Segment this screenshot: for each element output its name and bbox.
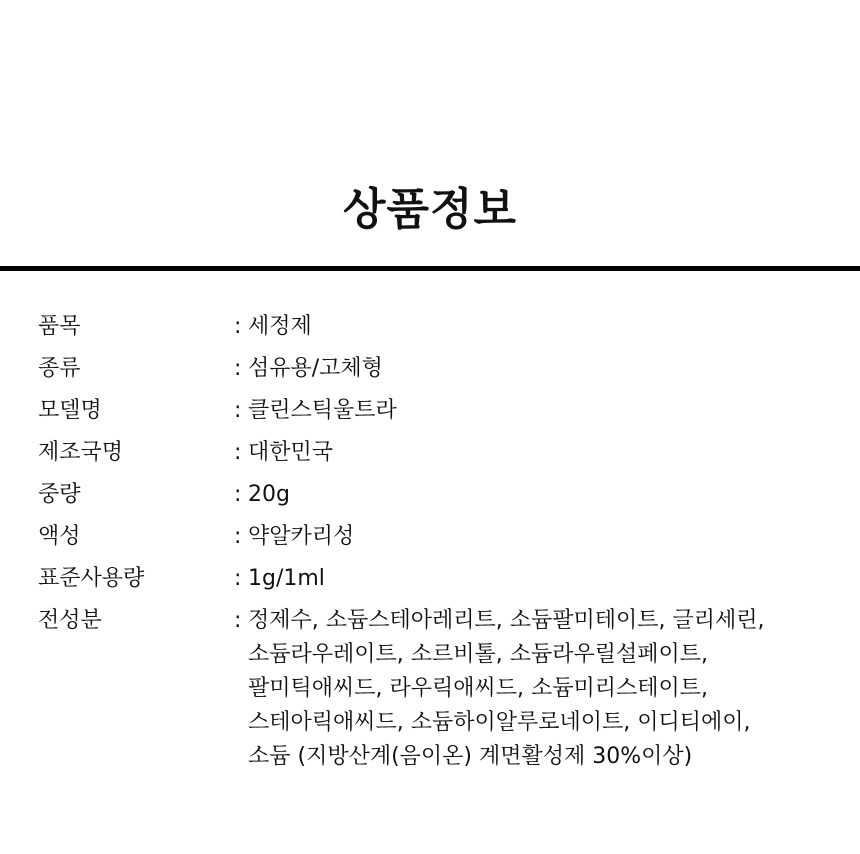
- spec-label: 전성분: [38, 608, 102, 633]
- spec-label: 표준사용량: [38, 566, 145, 591]
- product-spec-list: [38, 310, 838, 782]
- spec-separator: :: [234, 482, 242, 507]
- spec-separator: :: [234, 608, 242, 633]
- spec-label: 제조국명: [38, 440, 124, 465]
- spec-separator: :: [234, 524, 242, 549]
- spec-row-weight: [38, 478, 838, 512]
- spec-value: 클린스틱울트라: [248, 398, 397, 423]
- spec-separator: :: [234, 566, 242, 591]
- spec-label: 품목: [38, 314, 81, 339]
- spec-label: 종류: [38, 356, 81, 381]
- spec-separator: :: [234, 398, 242, 423]
- spec-value: 섬유용/고체형: [248, 356, 383, 381]
- spec-value: 20g: [248, 482, 290, 507]
- spec-row-ingredients: [38, 604, 838, 774]
- spec-row-usage: [38, 562, 838, 596]
- spec-value: 1g/1ml: [248, 566, 325, 591]
- spec-row-ph: [38, 520, 838, 554]
- spec-label: 모델명: [38, 398, 102, 423]
- spec-value: 대한민국: [248, 440, 334, 465]
- title-divider: [0, 266, 860, 271]
- spec-separator: :: [234, 314, 242, 339]
- page-title: 상품정보: [342, 184, 517, 235]
- spec-row-item: [38, 310, 838, 344]
- spec-separator: :: [234, 440, 242, 465]
- spec-value: 약알카리성: [248, 524, 355, 549]
- spec-row-country: [38, 436, 838, 470]
- spec-label: 액성: [38, 524, 81, 549]
- spec-row-type: [38, 352, 838, 386]
- spec-label: 중량: [38, 482, 81, 507]
- spec-value: 정제수, 소듐스테아레리트, 소듐팔미테이트, 글리세린, 소듐라우레이트, 소르비톨, 소듐라우릴설페이트, 팔미틱애씨드, 라우릭애씨드, 소듐미리스테이트, 스테아릭애씨드, 소듐하이알루로네이트, 이디티에이, 소듐 (지방산계(음이온) 계면활성제 30%이상): [248, 608, 765, 769]
- spec-separator: :: [234, 356, 242, 381]
- spec-row-model: [38, 394, 838, 428]
- spec-value: 세정제: [248, 314, 312, 339]
